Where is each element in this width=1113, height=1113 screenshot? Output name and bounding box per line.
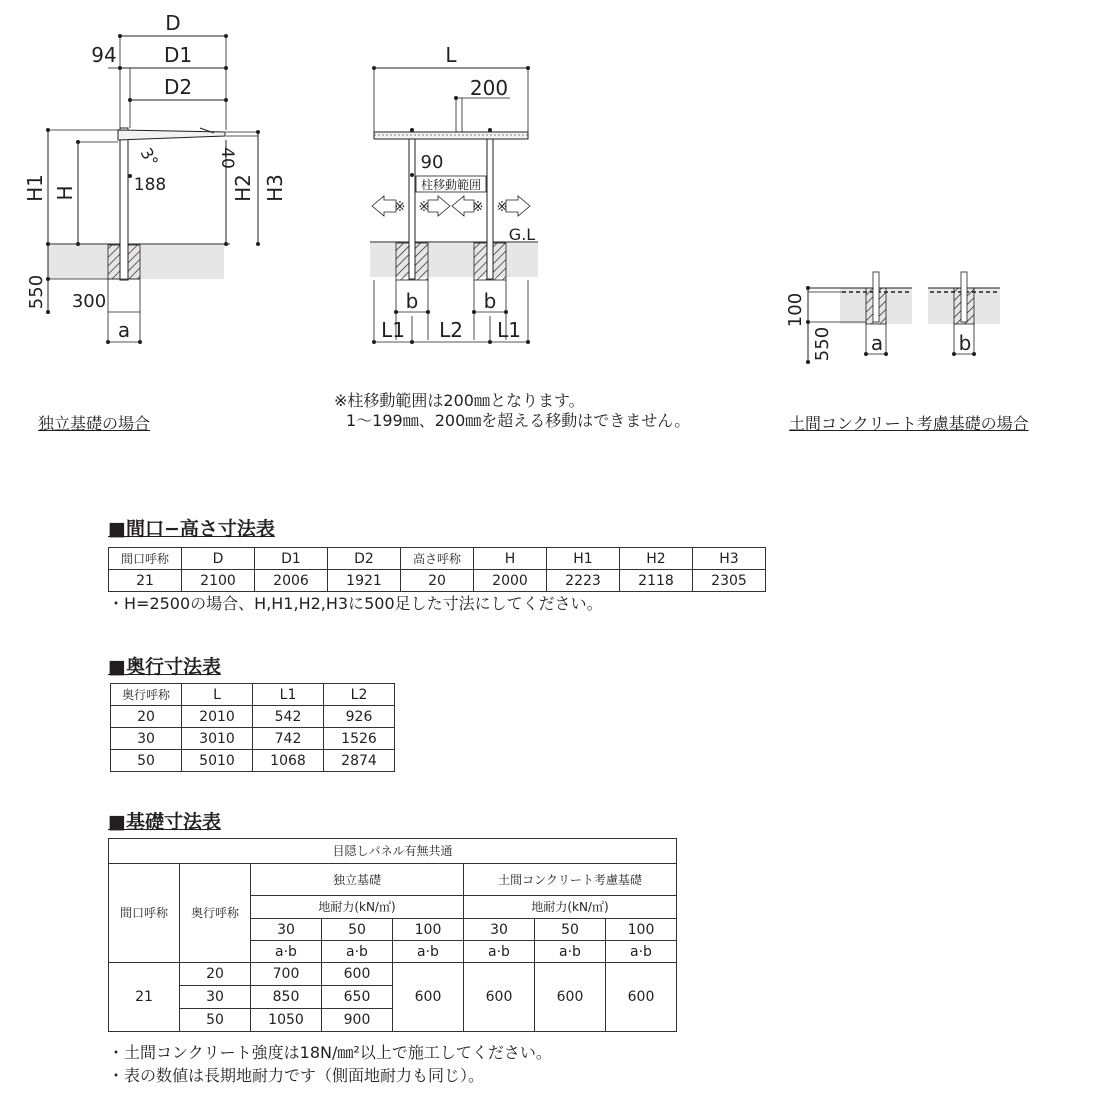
dim-label-188: 188 <box>133 175 167 195</box>
table-row <box>109 864 677 896</box>
dim-label-D: D <box>165 11 181 35</box>
table-header: H1 <box>547 548 620 570</box>
table-cell: 600 <box>322 963 393 986</box>
table-cell: 20 <box>401 570 474 592</box>
dim-label-90: 90 <box>420 152 444 173</box>
independent-foundation-diagram <box>0 0 287 350</box>
table-cell: 1921 <box>328 570 401 592</box>
table-header: a·b <box>606 941 677 963</box>
move-range-label: 柱移動範囲 <box>420 178 482 192</box>
dim-label-D1: D1 <box>163 43 193 67</box>
dim-label-300: 300 <box>71 291 107 312</box>
table-cell: 21 <box>109 570 182 592</box>
table-row <box>111 728 395 750</box>
table-cell: 21 <box>109 963 180 1032</box>
table-cell: 2223 <box>547 570 620 592</box>
table-cell: 542 <box>253 706 324 728</box>
foundation-table <box>108 838 677 1032</box>
table-header: L <box>182 684 253 706</box>
post <box>120 128 128 280</box>
dim-label-a: a <box>117 318 131 342</box>
dim-label-550: 550 <box>26 274 47 310</box>
dim-label-L2: L2 <box>439 318 463 342</box>
table-cell: 850 <box>251 986 322 1009</box>
table-cell: 3010 <box>182 728 253 750</box>
dim-label-550: 550 <box>812 326 833 362</box>
caption-independent-foundation: 独立基礎の場合 <box>38 414 151 433</box>
table-cell: 900 <box>322 1009 393 1032</box>
move-arrow-left-2 <box>452 196 474 216</box>
table-header: D1 <box>255 548 328 570</box>
table-header: a·b <box>535 941 606 963</box>
table-row <box>109 839 677 864</box>
move-arrow-right-1 <box>428 196 450 216</box>
table-header: a·b <box>393 941 464 963</box>
table-header: 独立基礎 <box>251 864 464 896</box>
post-right <box>487 139 493 279</box>
table-header: 100 <box>393 919 464 941</box>
move-arrow-left-1 <box>372 196 396 216</box>
table-cell: 50 <box>180 1009 251 1032</box>
mark-3: ※ <box>472 200 484 215</box>
table-cell: 30 <box>111 728 182 750</box>
move-arrow-right-2 <box>506 196 530 216</box>
table-header: 目隠しパネル有無共通 <box>109 839 677 864</box>
table-header: 土間コンクリート考慮基礎 <box>464 864 677 896</box>
table1-title: ■間口−高さ寸法表 <box>108 518 275 540</box>
table-cell: 600 <box>464 963 535 1032</box>
table-cell: 2006 <box>255 570 328 592</box>
table-cell: 30 <box>180 986 251 1009</box>
post-b <box>961 272 967 322</box>
roof-side <box>374 132 528 139</box>
dim-label-H3: H3 <box>263 174 287 202</box>
move-range-note-2: 1〜199㎜、200㎜を超える移動はできません。 <box>346 411 691 430</box>
width-height-table <box>108 547 766 592</box>
dim-label-b-left: b <box>405 289 419 313</box>
table-cell: 600 <box>535 963 606 1032</box>
table-header: 50 <box>322 919 393 941</box>
dim-label-L1-left: L1 <box>381 318 405 342</box>
dim-label-94: 94 <box>91 43 117 67</box>
table-cell: 2100 <box>182 570 255 592</box>
dim-label-H1: H1 <box>23 174 47 202</box>
table2-title: ■奥行寸法表 <box>108 656 221 678</box>
table-cell: 2010 <box>182 706 253 728</box>
dim-label-D2: D2 <box>163 75 193 99</box>
dim-label-a: a <box>870 331 884 355</box>
table-cell: 926 <box>324 706 395 728</box>
gl-label: G.L <box>508 225 536 244</box>
table-header: 間口呼称 <box>109 548 182 570</box>
mark-4: ※ <box>496 200 508 215</box>
table-cell: 20 <box>111 706 182 728</box>
dim-label-b-right: b <box>483 289 497 313</box>
dim-label-40: 40 <box>217 147 237 169</box>
table-header: 100 <box>606 919 677 941</box>
table-cell: 700 <box>251 963 322 986</box>
table-header: 奥行呼称 <box>111 684 182 706</box>
table-row <box>109 570 766 592</box>
table-header: a·b <box>322 941 393 963</box>
table-header: H <box>474 548 547 570</box>
table-cell: 1050 <box>251 1009 322 1032</box>
table-header: 高さ呼称 <box>401 548 474 570</box>
table-header: D2 <box>328 548 401 570</box>
table-header: H3 <box>693 548 766 570</box>
dim-label-H2: H2 <box>231 174 255 202</box>
table3-note-2: ・表の数値は長期地耐力です（側面地耐力も同じ）。 <box>108 1066 485 1085</box>
table-row <box>111 706 395 728</box>
dim-label-L: L <box>445 43 457 67</box>
table1-note: ・H=2500の場合、H,H1,H2,H3に500足した寸法にしてください。 <box>108 594 603 613</box>
mark-2: ※ <box>418 200 430 215</box>
table-header: 地耐力(kN/㎡) <box>251 896 464 919</box>
dim-label-200: 200 <box>469 76 509 100</box>
slab-foundation-diagram <box>780 262 1010 372</box>
table-cell: 50 <box>111 750 182 772</box>
table-cell: 600 <box>393 963 464 1032</box>
table-cell: 650 <box>322 986 393 1009</box>
dim-label-100: 100 <box>785 292 806 328</box>
table-header: 30 <box>464 919 535 941</box>
table-row <box>109 963 677 986</box>
caption-slab-foundation: 土間コンクリート考慮基礎の場合 <box>789 414 1029 433</box>
table-header: H2 <box>620 548 693 570</box>
table-row <box>111 684 395 706</box>
table-cell: 2305 <box>693 570 766 592</box>
move-range-note-1: ※柱移動範囲は200㎜となります。 <box>334 391 585 410</box>
depth-table <box>110 683 395 772</box>
table-cell: 600 <box>606 963 677 1032</box>
table-header: a·b <box>464 941 535 963</box>
table-cell: 20 <box>180 963 251 986</box>
table-cell: 2874 <box>324 750 395 772</box>
dim-label-b: b <box>958 331 972 355</box>
table3-note-1: ・土間コンクリート強度は18N/㎜²以上で施工してください。 <box>108 1043 552 1062</box>
post-left <box>409 139 415 279</box>
dim-label-H: H <box>53 185 77 201</box>
table-header: a·b <box>251 941 322 963</box>
table-cell: 1526 <box>324 728 395 750</box>
table-header: 地耐力(kN/㎡) <box>464 896 677 919</box>
table-cell: 2000 <box>474 570 547 592</box>
table-header: 30 <box>251 919 322 941</box>
dim-label-L1-right: L1 <box>497 318 521 342</box>
table3-title: ■基礎寸法表 <box>108 811 221 833</box>
post-a <box>873 272 879 322</box>
table-cell: 1068 <box>253 750 324 772</box>
table-header: 奥行呼称 <box>180 864 251 963</box>
table-header: D <box>182 548 255 570</box>
table-row <box>111 750 395 772</box>
table-cell: 2118 <box>620 570 693 592</box>
ground-band <box>370 243 538 277</box>
table-row <box>109 548 766 570</box>
table-header: L2 <box>324 684 395 706</box>
mark-1: ※ <box>394 200 406 215</box>
table-header: L1 <box>253 684 324 706</box>
table-cell: 742 <box>253 728 324 750</box>
table-cell: 5010 <box>182 750 253 772</box>
table-header: 50 <box>535 919 606 941</box>
angle-label: 3° <box>136 144 163 170</box>
depth-diagram <box>360 40 560 350</box>
table-header: 間口呼称 <box>109 864 180 963</box>
